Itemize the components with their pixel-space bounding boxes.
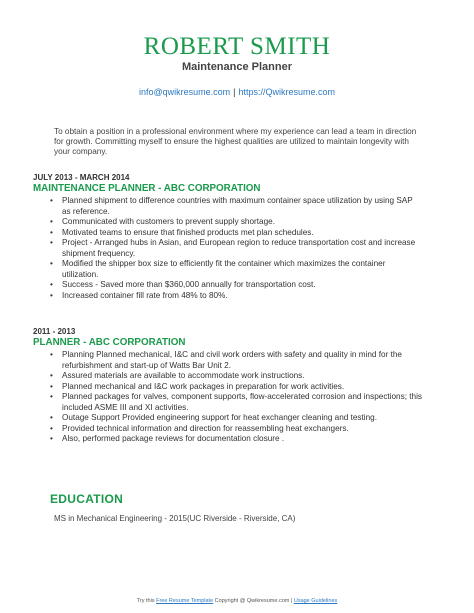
usage-guidelines-link[interactable]: Usage Guidelines — [293, 598, 338, 604]
experience-dates: 2011 - 2013 — [33, 327, 76, 336]
contact-separator: | — [233, 87, 236, 97]
education-entry: MS in Mechanical Engineering - 2015(UC Riverside - Riverside, CA) — [54, 514, 296, 523]
duty-item: • Planning Planned mechanical, I&C and civil work orders with safety and quality in mind for the refurbishment and start-up of Watts Bar Unit 2. — [62, 350, 423, 371]
duty-item: • Planned shipment to difference countries with maximum container space utilization by using SAP as reference. — [62, 196, 423, 217]
duty-list — [33, 350, 423, 445]
duty-item: • Outage Support Provided engineering support for heat exchanger cleaning and testing. — [62, 413, 423, 424]
free-resume-template-link[interactable]: Free Resume Template — [156, 598, 214, 604]
duty-item: • Also, performed package reviews for documentation closure . — [62, 434, 423, 445]
email-link[interactable]: info@qwikresume.com — [138, 87, 231, 97]
duty-list — [33, 196, 423, 301]
duty-item: • Provided technical information and direction for reassembling heat exchangers. — [62, 424, 423, 435]
experience-employer: MAINTENANCE PLANNER - ABC CORPORATION — [33, 183, 261, 194]
experience-dates: JULY 2013 - MARCH 2014 — [33, 173, 130, 182]
footer-separator: | — [290, 598, 293, 604]
duty-item: • Communicated with customers to prevent supply shortage. — [62, 217, 423, 228]
duty-item: • Planned mechanical and I&C work packages in preparation for work activities. — [62, 382, 423, 393]
duty-item: • Modified the shipper box size to efficiently fit the container which maximizes the container utilization. — [62, 259, 423, 280]
website-link[interactable]: https://Qwikresume.com — [238, 87, 336, 97]
duty-item: • Assured materials are available to accommodate work instructions. — [62, 371, 423, 382]
experience-entry — [33, 173, 423, 301]
candidate-title: Maintenance Planner — [181, 61, 293, 73]
footer-prefix: Try this — [136, 598, 155, 604]
experience-entry — [33, 327, 423, 445]
duty-item: • Motivated teams to ensure that finished products met plan schedules. — [62, 228, 423, 239]
duty-item: • Success - Saved more than $360,000 annually for transportation cost. — [62, 280, 423, 291]
contact-line — [0, 87, 474, 98]
duty-item: • Project - Arranged hubs in Asian, and European region to reduce transportation cost and increase shipment frequency. — [62, 238, 423, 259]
footer — [0, 598, 474, 605]
objective-text: To obtain a position in a professional environment where my experience can lead a team in direction for growth. Committing myself to ensure the highest qualities are utilized to maintain longevity with your company. — [54, 127, 417, 156]
education-heading: EDUCATION — [50, 492, 124, 506]
footer-copyright: Copyright @ Qwikresume.com — [214, 598, 290, 604]
duty-item: • Increased container fill rate from 48% to 80%. — [62, 291, 423, 302]
candidate-name: ROBERT SMITH — [143, 33, 331, 60]
experience-employer: PLANNER - ABC CORPORATION — [33, 337, 186, 348]
duty-item: • Planned packages for valves, component supports, flow-accelerated corrosion and inspections; this included ASME III and XI activities. — [62, 392, 423, 413]
